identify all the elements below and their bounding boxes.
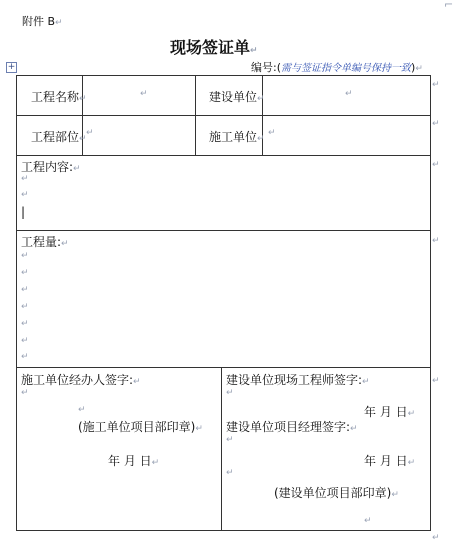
document-end-mark: ↵ xyxy=(432,533,440,543)
table-border-top xyxy=(16,75,430,76)
table-col-divider xyxy=(195,75,196,155)
owner-unit-value[interactable]: ↵ xyxy=(345,89,353,99)
empty-line: ↵ xyxy=(21,174,29,184)
paragraph-mark: ↵ xyxy=(250,46,258,56)
empty-line: ↵ xyxy=(21,336,29,346)
contractor-unit-label: 施工单位↵ xyxy=(209,130,265,144)
project-name-label: 工程名称↵ xyxy=(31,90,87,104)
row-end-mark: ↵ xyxy=(432,80,440,90)
number-label: 编号: xyxy=(251,61,277,74)
row-end-mark: ↵ xyxy=(432,160,440,170)
page-title: 现场签证单↵ xyxy=(170,38,258,57)
table-border-right xyxy=(430,75,431,531)
owner-unit-label: 建设单位↵ xyxy=(209,90,265,104)
empty-line: ↵ xyxy=(21,319,29,329)
contractor-date-label: 年 月 日↵ xyxy=(108,454,160,468)
owner-seal-label: (建设单位项目部印章)↵ xyxy=(274,486,399,500)
empty-line: ↵ xyxy=(21,190,29,200)
empty-line: ↵ xyxy=(226,388,234,398)
row-end-mark: ↵ xyxy=(432,236,440,246)
quantity-label: 工程量:↵ xyxy=(21,235,69,249)
table-border-left xyxy=(16,75,17,531)
project-name-value[interactable]: ↵ xyxy=(140,89,148,99)
empty-line: ↵ xyxy=(21,268,29,278)
table-move-handle-icon[interactable]: + xyxy=(7,62,16,72)
empty-line: ↵ xyxy=(78,405,86,415)
attachment-label: 附件 B↵ xyxy=(22,15,63,28)
empty-line: ↵ xyxy=(21,251,29,261)
paragraph-mark: ↵ xyxy=(55,18,63,28)
empty-line: ↵ xyxy=(226,435,234,445)
owner-manager-label: 建设单位项目经理签字:↵ xyxy=(226,420,358,434)
table-row-divider xyxy=(16,155,430,156)
contractor-unit-value[interactable]: ↵ xyxy=(268,128,276,138)
empty-line: ↵ xyxy=(21,285,29,295)
table-col-divider xyxy=(221,367,222,531)
project-location-label: 工程部位↵ xyxy=(31,130,87,144)
empty-line: ↵ xyxy=(21,388,29,398)
project-location-value[interactable]: ↵ xyxy=(86,128,94,138)
table-row-divider xyxy=(16,230,430,231)
contractor-seal-label: (施工单位项目部印章)↵ xyxy=(78,420,203,434)
table-border-bottom xyxy=(16,530,430,531)
crop-mark-icon: ⌐ xyxy=(444,0,454,11)
owner-manager-date: 年 月 日↵ xyxy=(364,454,416,468)
owner-engineer-date: 年 月 日↵ xyxy=(364,405,416,419)
contractor-signer-label: 施工单位经办人签字:↵ xyxy=(21,373,141,387)
table-row-divider xyxy=(16,115,430,116)
empty-line: ↵ xyxy=(226,468,234,478)
owner-engineer-label: 建设单位现场工程师签字:↵ xyxy=(226,373,370,387)
empty-line: ↵ xyxy=(21,302,29,312)
row-end-mark: ↵ xyxy=(432,119,440,129)
row-end-mark: ↵ xyxy=(432,376,440,386)
empty-line: ↵ xyxy=(364,516,372,526)
empty-line: ↵ xyxy=(21,352,29,362)
document-number: 编号:(需与签证指令单编号保持一致)↵ xyxy=(251,61,423,74)
paragraph-mark: ↵ xyxy=(415,64,423,74)
text-cursor: | xyxy=(21,205,26,219)
number-note: 需与签证指令单编号保持一致 xyxy=(281,63,412,74)
project-content-label: 工程内容:↵ xyxy=(21,160,81,174)
table-row-divider xyxy=(16,367,430,368)
